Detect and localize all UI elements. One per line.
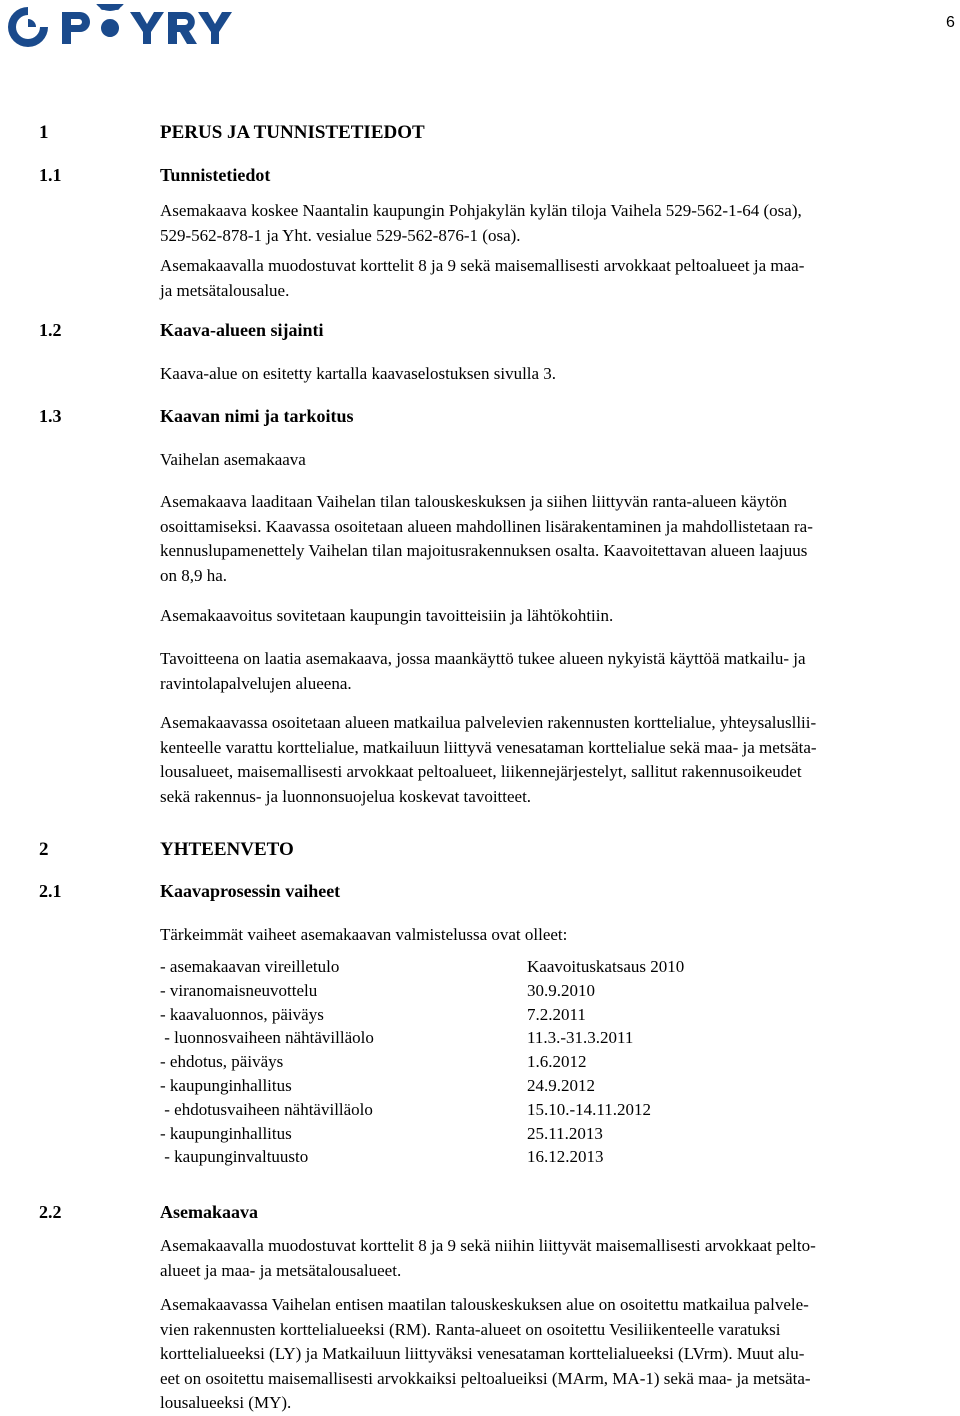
paragraph [160, 254, 955, 303]
paragraph [160, 1293, 955, 1416]
schedule-step: - kaupunginhallitus [160, 1076, 292, 1095]
section-number: 1.2 [39, 320, 62, 340]
section-title: Tunnistetiedot [160, 165, 271, 185]
section-title: Kaavaprosessin vaiheet [160, 881, 341, 901]
section-number: 2 [39, 839, 49, 860]
text-line: Asemakaavalla muodostuvat korttelit 8 ja 9 sekä maisemallisesti arvokkaat peltoalueet ja maa- [160, 256, 805, 275]
schedule-date: 7.2.2011 [527, 1005, 586, 1024]
section-title: YHTEENVETO [160, 839, 294, 860]
text-line: Asemakaavalla muodostuvat korttelit 8 ja 9 sekä niihin liittyvät maisemallisesti arvokkaat pelto- [160, 1236, 816, 1255]
section-title: Asemakaava [160, 1202, 258, 1222]
text-line: lousalueet, maisemallisesti arvokkaat peltoalueet, liikennejärjestelyt, sallitut rakennusoikeudet [160, 762, 802, 781]
text-line: Asemakaava koskee Naantalin kaupungin Pohjakylän kylän tiloja Vaihela 529-562-1-64 (osa), [160, 201, 802, 220]
text-line: sekä rakennus- ja luonnonsuojelua koskevat tavoitteet. [160, 786, 532, 806]
schedule-date: 11.3.-31.3.2011 [527, 1028, 634, 1047]
schedule-date: 16.12.2013 [527, 1147, 604, 1166]
text-line: Asemakaavassa osoitetaan alueen matkailua palvelevien rakennusten korttelialue, yhteysalusllii- [160, 713, 817, 732]
schedule-step: - ehdotusvaiheen nähtävilläolo [160, 1100, 373, 1119]
text-line: kennuslupamenettely Vaihelan tilan majoitusrakennuksen osalta. Kaavoitettavan alueen laajuus [160, 541, 808, 560]
schedule-step: - luonnosvaiheen nähtävilläolo [160, 1028, 374, 1047]
schedule-date: 24.9.2012 [527, 1076, 595, 1095]
paragraph: Asemakaavoitus sovitetaan kaupungin tavoitteisiin ja lähtökohtiin. [160, 606, 614, 625]
section-number: 1 [39, 122, 49, 143]
text-line: vien rakennusten korttelialueeksi (RM). Ranta-alueet on osoitettu Vesiliikenteelle varatuksi [160, 1319, 781, 1339]
text-line: osoittamiseksi. Kaavassa osoitetaan alueen mahdollinen lisärakentaminen ja mahdollistetaan ra- [160, 516, 813, 536]
paragraph: Vaihelan asemakaava [160, 450, 306, 469]
text-line: on 8,9 ha. [160, 565, 228, 585]
text-line: ravintolapalvelujen alueena. [160, 673, 352, 693]
paragraph [160, 647, 955, 696]
text-line: Asemakaava laaditaan Vaihelan tilan talouskeskuksen ja siihen liittyvän ranta-alueen käytön [160, 492, 788, 511]
schedule-date: 30.9.2010 [527, 981, 595, 1000]
section-number: 2.1 [39, 881, 62, 901]
text-line: korttelialueeksi (LY) ja Matkailuun liittyväksi venesataman korttelialueeksi (LVrm). Muut alu- [160, 1344, 805, 1363]
paragraph: Tärkeimmät vaiheet asemakaavan valmistelussa ovat olleet: [160, 925, 568, 944]
text-line: Tavoitteena on laatia asemakaava, jossa maankäyttö tukee alueen nykyistä käyttöä matkailu- ja [160, 649, 806, 668]
text-line: lousalueeksi (MY). [160, 1393, 292, 1412]
paragraph [160, 1234, 955, 1283]
poyry-logo [6, 4, 256, 50]
text-line: 529-562-878-1 ja Yht. vesialue 529-562-876-1 (osa). [160, 225, 521, 245]
schedule-date: 1.6.2012 [527, 1052, 587, 1071]
text-line: eet on osoitettu maisemallisesti arvokkaiksi peltoalueiksi (MArm, MA-1) sekä maa- ja metsäta- [160, 1368, 811, 1388]
section-title: PERUS JA TUNNISTETIEDOT [160, 122, 425, 143]
schedule-step: - kaupunginhallitus [160, 1124, 292, 1143]
schedule-date: 15.10.-14.11.2012 [527, 1100, 652, 1119]
section-number: 1.3 [39, 406, 62, 426]
schedule-date: 25.11.2013 [527, 1124, 603, 1143]
text-line: kenteelle varattu korttelialue, matkailuun liittyvä venesataman korttelialue sekä maa- ja metsäta- [160, 737, 817, 757]
schedule-step: - ehdotus, päiväys [160, 1052, 284, 1071]
paragraph: Kaava-alue on esitetty kartalla kaavaselostuksen sivulla 3. [160, 364, 557, 383]
section-title: Kaava-alueen sijainti [160, 320, 324, 340]
paragraph [160, 711, 955, 809]
section-number: 2.2 [39, 1202, 62, 1222]
text-line: ja metsätalousalue. [160, 280, 290, 300]
schedule-step: - kaupunginvaltuusto [160, 1147, 309, 1166]
schedule-step: - viranomaisneuvottelu [160, 981, 318, 1000]
schedule-step: - asemakaavan vireilletulo [160, 957, 340, 976]
section-title: Kaavan nimi ja tarkoitus [160, 406, 354, 426]
paragraph [160, 490, 955, 588]
schedule-step: - kaavaluonnos, päiväys [160, 1005, 324, 1024]
text-line: alueet ja maa- ja metsätalousalueet. [160, 1260, 402, 1280]
text-line: Asemakaavassa Vaihelan entisen maatilan talouskeskuksen alue on osoitettu matkailua palvele- [160, 1295, 809, 1314]
section-number: 1.1 [39, 165, 62, 185]
schedule-date: Kaavoituskatsaus 2010 [527, 957, 685, 976]
page-number: 6 [946, 14, 955, 31]
paragraph [160, 199, 955, 248]
